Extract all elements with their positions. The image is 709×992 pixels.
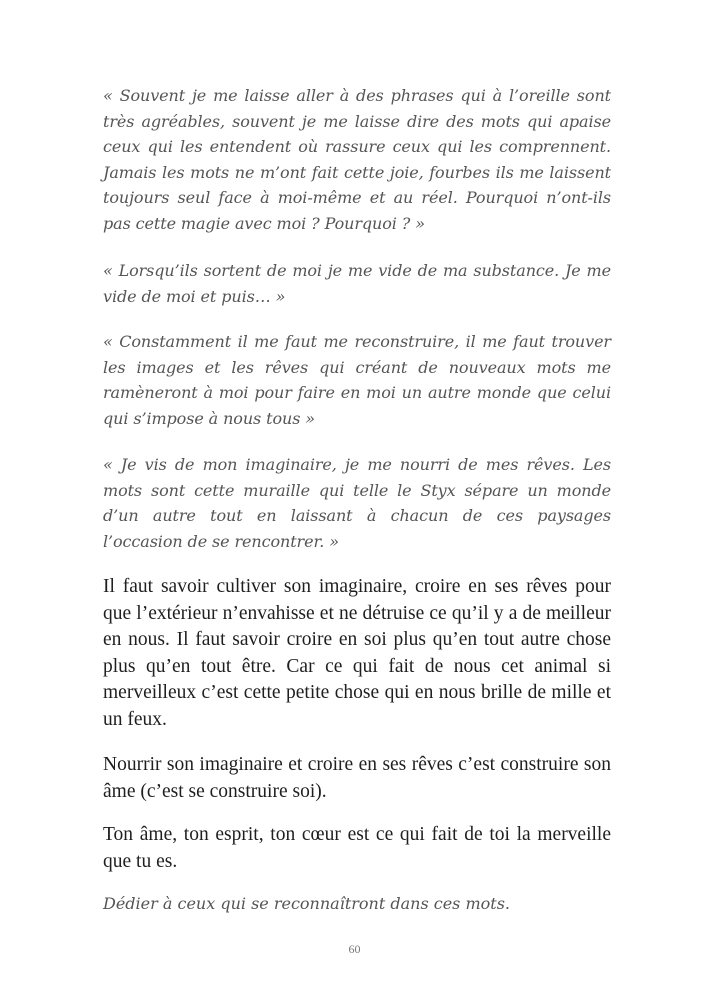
quote-paragraph-3: « Constamment il me faut me reconstruire, il me faut trouver les images et les rêves qui créant de nouveaux mots me ramèneront à moi pour faire en moi un autre monde que celui qui s’impose à nous tous » [103,332,611,428]
body-paragraph-2: Nourrir son imaginaire et croire en ses rêves c’est construire son âme (c’est se construire soi). [103,754,611,802]
quote-paragraph-2: « Lorsqu’ils sortent de moi je me vide de ma substance. Je me vide de moi et puis… » [103,261,611,306]
quote-paragraph-1: « Souvent je me laisse aller à des phrases qui à l’oreille sont très agréables, souvent je me laisse dire des mots qui apaise ceux qui les entendent où rassure ceux qui les comprennent. Jamais les mots ne m’ont fait cette joie, fourbes ils me laissent toujours seul face à moi-même et au réel. Pourquoi n’ont-ils pas cette magie avec moi ? Pourquoi ? » [103,86,611,233]
body-paragraph-1: Il faut savoir cultiver son imaginaire, croire en ses rêves pour que l’extérieur n’envahisse et ne détruise ce qu’il y a de meilleur en nous. Il faut savoir croire en soi plus qu’en tout autre chose plus qu’en tout être. Car ce qui fait de nous cet animal si merveilleux c’est cette petite chose qui en nous brille de mille et un feux. [103,576,611,730]
body-paragraph-3: Ton âme, ton esprit, ton cœur est ce qui fait de toi la merveille que tu es. [103,824,611,872]
page-number: 60 [348,942,361,956]
dedication-line: Dédier à ceux qui se reconnaîtront dans ces mots. [103,894,510,913]
quote-paragraph-4: « Je vis de mon imaginaire, je me nourri de mes rêves. Les mots sont cette muraille qui telle le Styx sépare un monde d’un autre tout en laissant à chacun de ces paysages l’occasion de se rencontrer. » [103,455,611,551]
